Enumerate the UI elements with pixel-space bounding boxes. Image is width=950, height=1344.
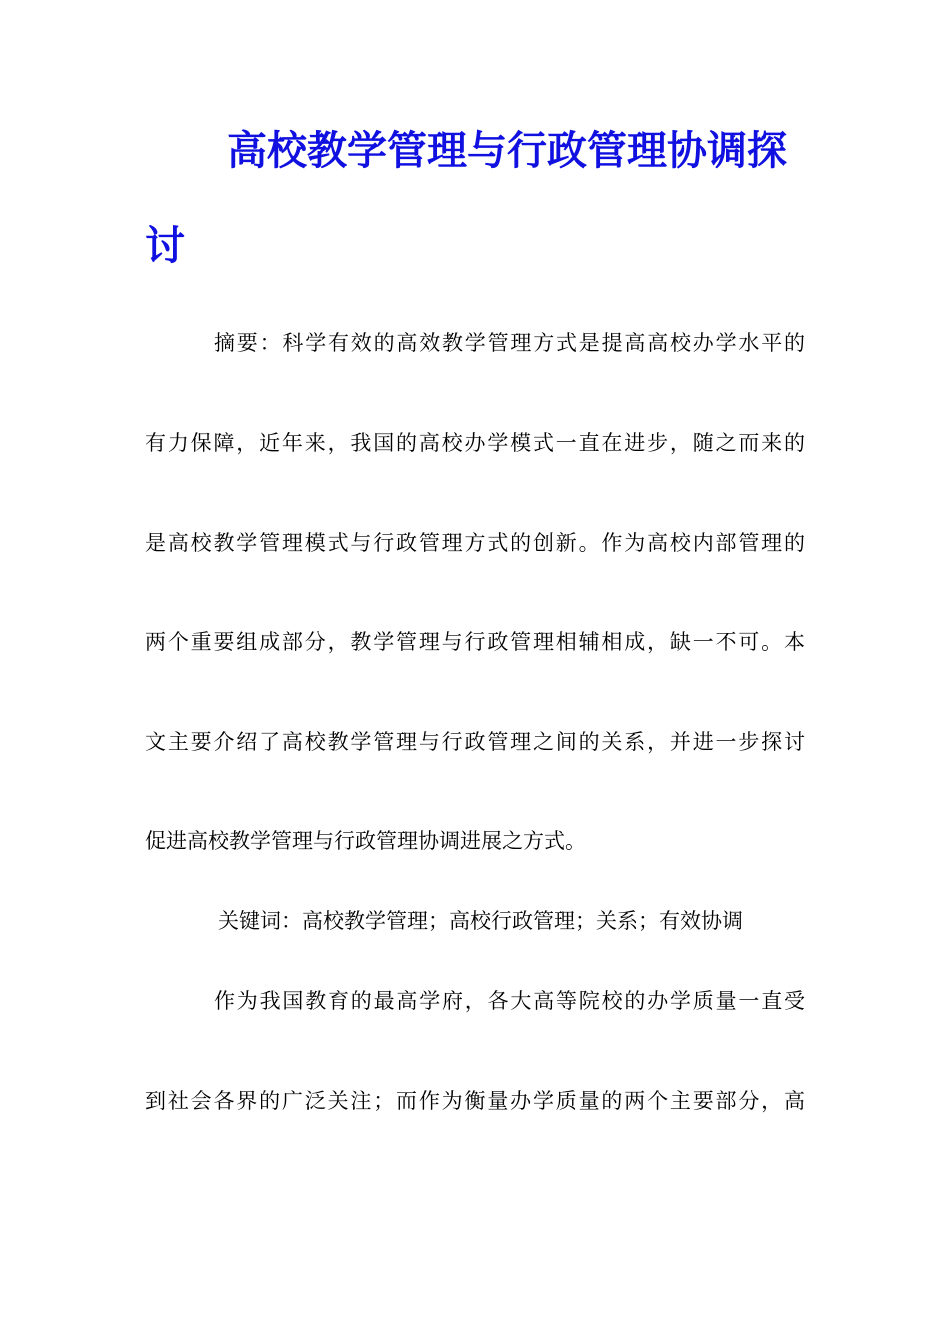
abstract-line: 摘要：科学有效的高效教学管理方式是提高高校办学水平的 <box>214 331 805 355</box>
keywords-line: 关键词：高校教学管理；高校行政管理；关系；有效协调 <box>218 909 743 933</box>
document-title-line-2: 讨 <box>145 222 185 269</box>
body-line: 作为我国教育的最高学府，各大高等院校的办学质量一直受 <box>214 989 805 1013</box>
body-line: 到社会各界的广泛关注；而作为衡量办学质量的两个主要部分，高 <box>145 1089 805 1113</box>
abstract-line: 有力保障，近年来，我国的高校办学模式一直在进步，随之而来的 <box>145 431 805 455</box>
abstract-line: 文主要介绍了高校教学管理与行政管理之间的关系，并进一步探讨 <box>145 730 805 754</box>
abstract-line: 促进高校教学管理与行政管理协调进展之方式。 <box>145 829 586 853</box>
document-title-line-1: 高校教学管理与行政管理协调探 <box>227 127 787 174</box>
abstract-line: 是高校教学管理模式与行政管理方式的创新。作为高校内部管理的 <box>145 531 805 555</box>
abstract-line: 两个重要组成部分，教学管理与行政管理相辅相成，缺一不可。本 <box>145 630 805 654</box>
